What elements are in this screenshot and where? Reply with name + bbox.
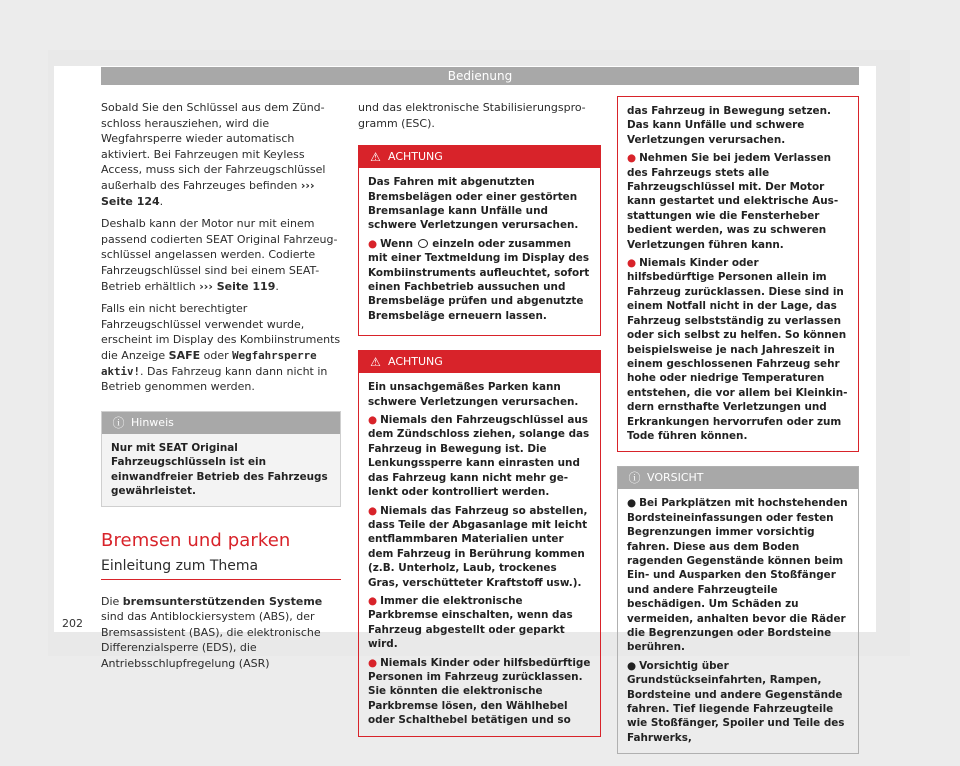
hinweis-header: ⓘ Hinweis <box>102 412 340 434</box>
warning-bullet: ● Niemals Kinder oder hilfsbedürftige Personen im Fahrzeug zurücklassen. Sie könnten die elektronische Parkbremse lösen, den Wählhebel oder Schalthebel betätigen und so <box>368 656 591 727</box>
warning-header: ⚠ ACHTUNG <box>359 351 600 373</box>
brake-pad-warning-icon <box>418 239 428 248</box>
warning-bullet: ● Nehmen Sie bei jedem Verlassen des Fahrzeugs stets alle Fahrzeugschlüssel mit. Der Motor kann gestartet und elektrische Ausstattungen wie die Fensterheber bedient werden, was zu schweren Verletzungen führen kann. <box>627 152 839 251</box>
hinweis-text: Nur mit SEAT Original Fahrzeugschlüsseln ist ein einwandfreier Betrieb des Fahrzeugs gewährleistet. <box>111 441 328 497</box>
section-header: Bedienung <box>101 67 859 85</box>
section-heading: Bremsen und parken <box>101 530 291 552</box>
warning-intro: Ein unsachgemäßes Parken kann schwere Verletzungen verursachen. <box>368 381 579 408</box>
page-number: 202 <box>62 617 83 630</box>
column-1 <box>101 100 341 678</box>
paragraph: Falls ein nicht berechtigter Fahrzeugschlüssel verwendet wurde, erscheint im Display des Kombiinstruments die Anzeige SAFE oder Wegfahrsperre aktiv!. Das Fahrzeug kann dann nicht in Betrieb genommen werden. <box>101 302 341 394</box>
warning-header: ⚠ ACHTUNG <box>359 146 600 168</box>
warning-box-parking <box>358 350 601 736</box>
warning-intro: Das Fahren mit abgenutzten Bremsbelägen oder einer gestörten Bremsanlage kann Unfälle und schwere Verletzungen verursachen. <box>368 176 579 232</box>
caution-bullet: ● Vorsichtig über Grundstückseinfahrten, Rampen, Bordsteine und andere Gegenstände fahren. Tief liegende Fahrzeugteile wie Stoßfänger, Spoiler und Teile des Fahrwerks, <box>627 659 845 744</box>
warning-triangle-icon: ⚠ <box>370 355 381 370</box>
hinweis-box <box>101 411 341 508</box>
page-reference-link[interactable]: ››› Seite 119 <box>199 279 276 293</box>
warning-bullet: ● Niemals den Fahrzeugschlüssel aus dem Zündschloss ziehen, solange das Fahrzeug in Bewegung ist. Die Lenkungssperre kann einrasten und das Fahrzeug kann nicht mehr gelenkt oder kontrolliert werden. <box>368 414 590 499</box>
warning-triangle-icon: ⚠ <box>370 150 381 165</box>
vorsicht-box <box>617 466 859 754</box>
subsection-heading: Einleitung zum Thema <box>101 559 341 580</box>
caution-circle-icon: ⓘ <box>628 471 641 486</box>
paragraph: Die bremsunterstützenden Systeme sind das Antiblockiersystem (ABS), der Bremsassistent (BAS), die elektronische Differenzialsperre (EDS), die Antriebsschlupfregelung (ASR) <box>101 594 323 670</box>
paragraph: und das elektronische Stabilisierungsprogramm (ESC). <box>358 101 586 130</box>
warning-continued-text: das Fahrzeug in Bewegung setzen. Das kann Unfälle und schwere Verletzungen verursachen. <box>627 105 831 146</box>
warning-box-brakes <box>358 145 601 336</box>
page-reference-link[interactable]: ››› Seite 124 <box>101 178 315 208</box>
column-2 <box>358 100 601 749</box>
warning-bullet: ● Wenn einzeln oder zusammen mit einer Textmeldung im Display des Kombiinstruments aufleuchtet, sofort einen Fachbetrieb aussuchen und Bremsbeläge prüfen und abgenutzte Bremsbeläge erneuern lassen. <box>368 237 590 322</box>
column-3 <box>617 96 859 766</box>
paragraph: Sobald Sie den Schlüssel aus dem Zündschloss herausziehen, wird die Wegfahrsperre wieder automatisch aktiviert. Bei Fahrzeugen mit Keyless Access, muss sich der Fahrzeugschlüssel außerhalb des Fahrzeuges befinden ››› Seite 124. <box>101 101 326 208</box>
warning-bullet: ● Niemals Kinder oder hilfsbedürftige Personen allein im Fahrzeug zurücklassen. Diese sind in einem Notfall nicht in der Lage, das Fahrzeug selbstständig zu verlassen oder sich selbst zu helfen. So können beispielsweise je nach Jahreszeit in einem geschlossenen Fahrzeug sehr hohe oder niedrige Temperaturen entstehen, die vor allem bei Kleinkindern ernsthafte Verletzungen und Erkrankungen hervorrufen oder zum Tode führen können. <box>627 257 848 442</box>
display-message: Wegfahrsperre aktiv! <box>101 348 317 378</box>
warning-bullet: ● Niemals das Fahrzeug so abstellen, dass Teile der Abgasanlage mit leicht entflammbaren Materialien unter dem Fahrzeug in Berührung kommen (z.B. Unterholz, Laub, trockenes Gras, verschütteter Kraftstoff usw.). <box>368 504 588 589</box>
warning-box-continued <box>617 96 859 452</box>
caution-bullet: ● Bei Parkplätzen mit hochstehenden Bordsteineinfassungen oder festen Begrenzungen immer vorsichtig fahren. Diese aus dem Boden ragenden Gegenstände können beim Ein- und Ausparken den Stoßfänger und andere Fahrzeugteile beschädigen. Um Schäden zu vermeiden, anhalten bevor die Räder die Begrenzungen oder Bordsteine berühren. <box>627 497 848 654</box>
vorsicht-header: ⓘ VORSICHT <box>618 467 858 489</box>
paragraph: Deshalb kann der Motor nur mit einem passend codierten SEAT Original Fahrzeugschlüssel angelassen werden. Codierte Fahrzeugschlüssel sind bei einem SEAT-Betrieb erhältlich ››› Seite 119. <box>101 217 338 293</box>
warning-bullet: ● Immer die elektronische Parkbremse einschalten, wenn das Fahrzeug abgestellt oder geparkt wird. <box>368 594 573 651</box>
info-icon: ⓘ <box>112 415 125 430</box>
